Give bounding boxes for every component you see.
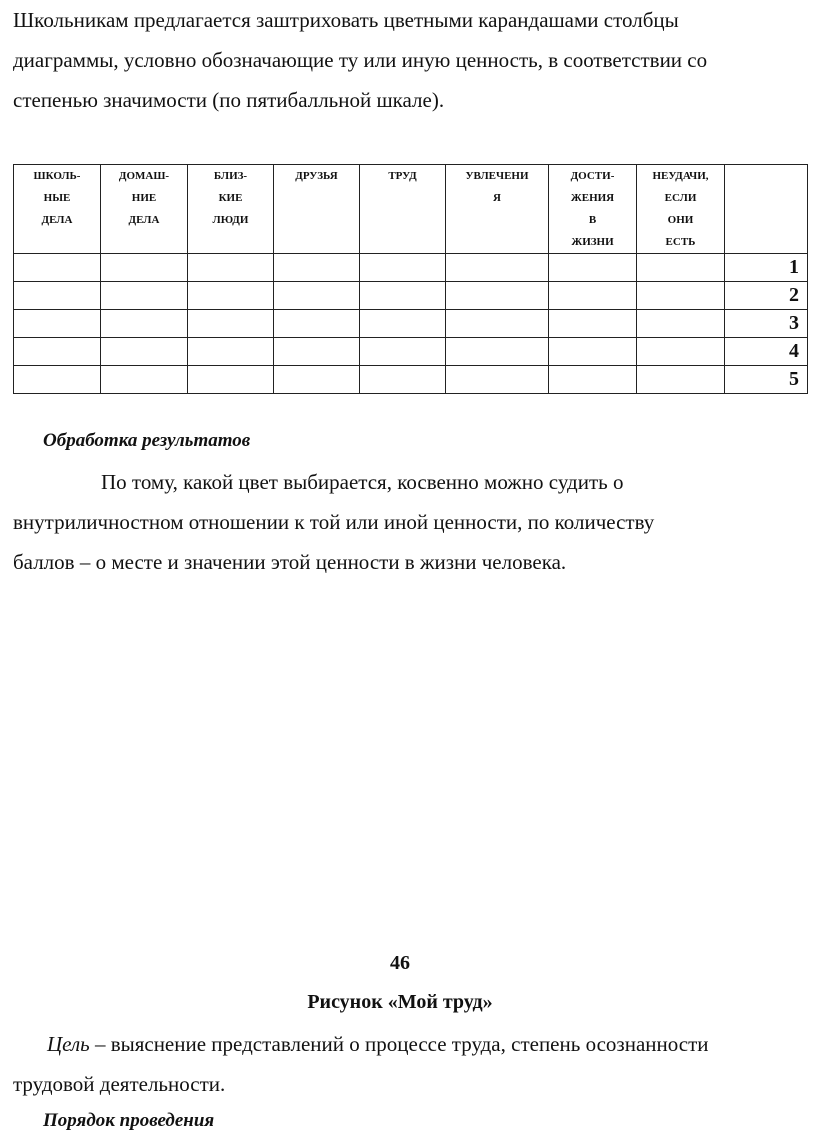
table-cell bbox=[101, 254, 188, 282]
table-row bbox=[14, 254, 808, 282]
table-cell bbox=[360, 366, 446, 394]
processing-line: внутриличностном отношении к той или иной ценности, по количеству bbox=[13, 510, 655, 534]
scale-number: 1 bbox=[725, 254, 808, 282]
header-achievements: ДОСТИ- ЖЕНИЯ В ЖИЗНИ bbox=[549, 165, 637, 254]
table-cell bbox=[637, 310, 725, 338]
intro-line: степенью значимости (по пятибалльной шкале). bbox=[13, 88, 445, 112]
processing-line: По тому, какой цвет выбирается, косвенно можно судить о bbox=[101, 470, 624, 494]
goal-line: трудовой деятельности. bbox=[13, 1072, 226, 1096]
table-row bbox=[14, 366, 808, 394]
intro-line: диаграммы, условно обозначающие ту или иную ценность, в соответствии со bbox=[13, 48, 708, 72]
header-home-affairs: ДОМАШ- НИЕ ДЕЛА bbox=[101, 165, 188, 254]
table-cell bbox=[14, 310, 101, 338]
table-cell bbox=[637, 366, 725, 394]
scale-number: 4 bbox=[725, 338, 808, 366]
table-cell bbox=[274, 310, 360, 338]
table-cell bbox=[446, 366, 549, 394]
table-cell bbox=[101, 310, 188, 338]
table-row bbox=[14, 310, 808, 338]
page-number: 46 bbox=[390, 952, 410, 974]
table-cell bbox=[101, 282, 188, 310]
table-cell bbox=[14, 282, 101, 310]
header-scale-column bbox=[725, 165, 808, 254]
table-cell bbox=[360, 310, 446, 338]
header-school-affairs: ШКОЛЬ- НЫЕ ДЕЛА bbox=[14, 165, 101, 254]
table-cell bbox=[446, 254, 549, 282]
table-cell bbox=[360, 254, 446, 282]
goal-paragraph bbox=[13, 1024, 803, 1104]
intro-paragraph bbox=[13, 0, 803, 120]
table-cell bbox=[188, 366, 274, 394]
scale-number: 5 bbox=[725, 366, 808, 394]
table-cell bbox=[14, 366, 101, 394]
table-cell bbox=[274, 282, 360, 310]
goal-text: – выяснение представлений о процессе труда, степень осознанности bbox=[89, 1032, 709, 1056]
table-cell bbox=[101, 366, 188, 394]
scale-number: 3 bbox=[725, 310, 808, 338]
header-hobbies: УВЛЕЧЕНИ Я bbox=[446, 165, 549, 254]
header-friends: ДРУЗЬЯ bbox=[274, 165, 360, 254]
table-cell bbox=[14, 338, 101, 366]
table-cell bbox=[360, 282, 446, 310]
table-cell bbox=[274, 254, 360, 282]
section-title: Рисунок «Мой труд» bbox=[307, 991, 493, 1013]
table-header-row bbox=[14, 165, 808, 254]
goal-label: Цель bbox=[47, 1032, 90, 1056]
processing-paragraph bbox=[13, 462, 803, 582]
order-heading: Порядок проведения bbox=[43, 1110, 215, 1131]
table-cell bbox=[637, 338, 725, 366]
scale-number: 2 bbox=[725, 282, 808, 310]
table-cell bbox=[446, 282, 549, 310]
header-close-people: БЛИЗ- КИЕ ЛЮДИ bbox=[188, 165, 274, 254]
table-cell bbox=[446, 310, 549, 338]
table-cell bbox=[14, 254, 101, 282]
table-cell bbox=[101, 338, 188, 366]
table-cell bbox=[637, 282, 725, 310]
table-cell bbox=[549, 310, 637, 338]
table-cell bbox=[637, 254, 725, 282]
table-cell bbox=[549, 282, 637, 310]
header-failures: НЕУДАЧИ, ЕСЛИ ОНИ ЕСТЬ bbox=[637, 165, 725, 254]
table-cell bbox=[274, 366, 360, 394]
table-cell bbox=[274, 338, 360, 366]
table-cell bbox=[188, 254, 274, 282]
processing-line: баллов – о месте и значении этой ценности в жизни человека. bbox=[13, 550, 567, 574]
table-cell bbox=[360, 338, 446, 366]
processing-heading: Обработка результатов bbox=[43, 430, 251, 451]
table-cell bbox=[549, 254, 637, 282]
goal-line bbox=[13, 1024, 803, 1064]
values-diagram-table bbox=[13, 164, 808, 394]
header-work: ТРУД bbox=[360, 165, 446, 254]
table-cell bbox=[188, 310, 274, 338]
table-row bbox=[14, 338, 808, 366]
table-cell bbox=[549, 338, 637, 366]
table-cell bbox=[446, 338, 549, 366]
table-cell bbox=[188, 338, 274, 366]
table-row bbox=[14, 282, 808, 310]
table-cell bbox=[188, 282, 274, 310]
table-cell bbox=[549, 366, 637, 394]
intro-line: Школьникам предлагается заштриховать цветными карандашами столбцы bbox=[13, 8, 679, 32]
